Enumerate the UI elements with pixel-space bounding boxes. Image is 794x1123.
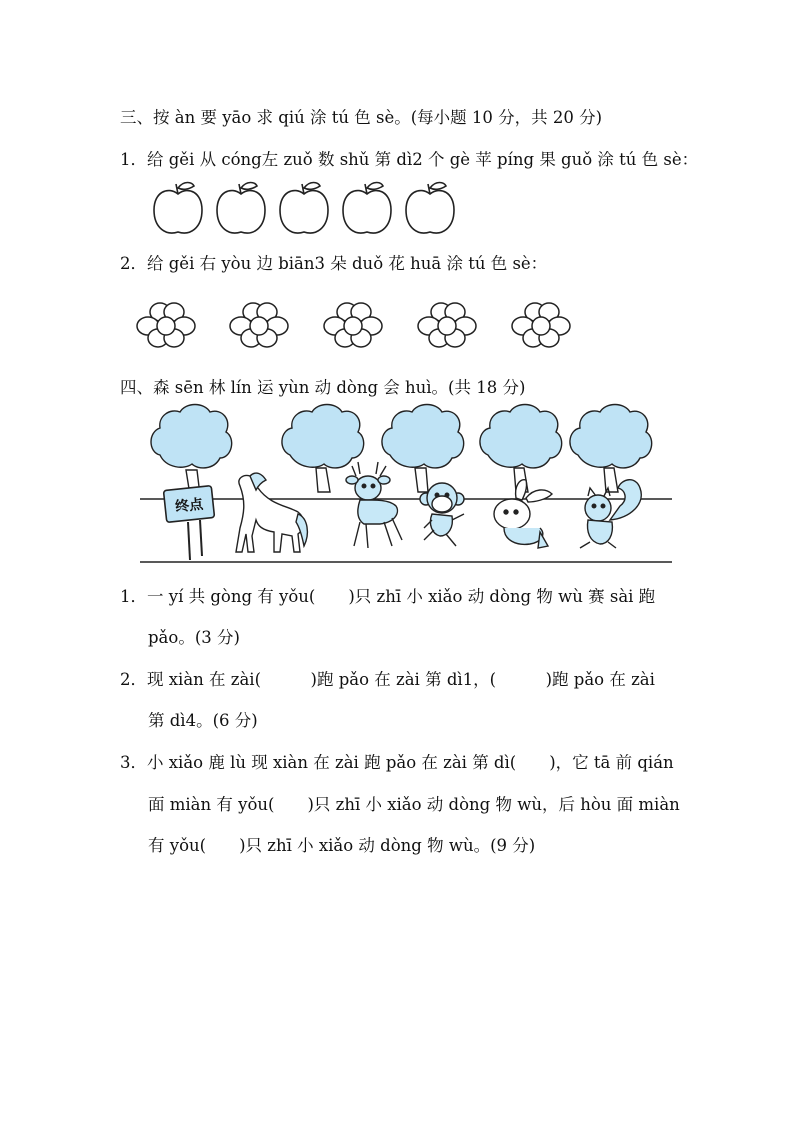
finish-sign [163,486,214,560]
section4-question2-line1: 2．现 xiàn 在 zài( )跑 pǎo 在 zài 第 dì1，( )跑 pǎo 在 zài [120,670,655,689]
section3-question2: 2．给 gěi 右 yòu 边 biān3 朵 duǒ 花 huā 涂 tú 色 sè： [120,254,548,273]
rabbit [494,480,552,548]
section4-question1-line2: pǎo。(3 分) [148,628,240,647]
section4-title: 四、森 sēn 林 lín 运 yùn 动 dòng 会 huì。(共 18 分) [120,378,526,397]
tree-1 [151,405,232,496]
deer [346,462,402,548]
tree-5 [570,405,652,493]
finish-sign-label: 终点 [174,496,204,516]
tree-3 [382,405,464,493]
monkey [420,483,464,546]
tree-4 [480,405,562,493]
section3-question1: 1．给 gěi 从 cóng左 zuǒ 数 shǔ 第 dì2 个 gè 苹 píng 果 guǒ 涂 tú 色 sè： [120,150,699,169]
section4-question3-line3: 有 yǒu( )只 zhī 小 xiǎo 动 dòng 物 wù。(9 分) [148,836,536,855]
section4-question1-line1: 1．一 yí 共 gòng 有 yǒu( )只 zhī 小 xiǎo 动 dòng 物 wù 赛 sài 跑 [120,587,656,606]
section4-question2-line2: 第 dì4。(6 分) [148,711,258,730]
section4-question3-line2: 面 miàn 有 yǒu( )只 zhī 小 xiǎo 动 dòng 物 wù，后 hòu 面 miàn [148,795,680,814]
horse [236,473,307,552]
section4-question3-line1: 3．小 xiǎo 鹿 lù 现 xiàn 在 zài 跑 pǎo 在 zài 第 dì( )，它 tā 前 qián [120,753,674,772]
section3-title: 三、按 àn 要 yāo 求 qiú 涂 tú 色 sè。(每小题 10 分，共 20 分) [120,108,603,127]
